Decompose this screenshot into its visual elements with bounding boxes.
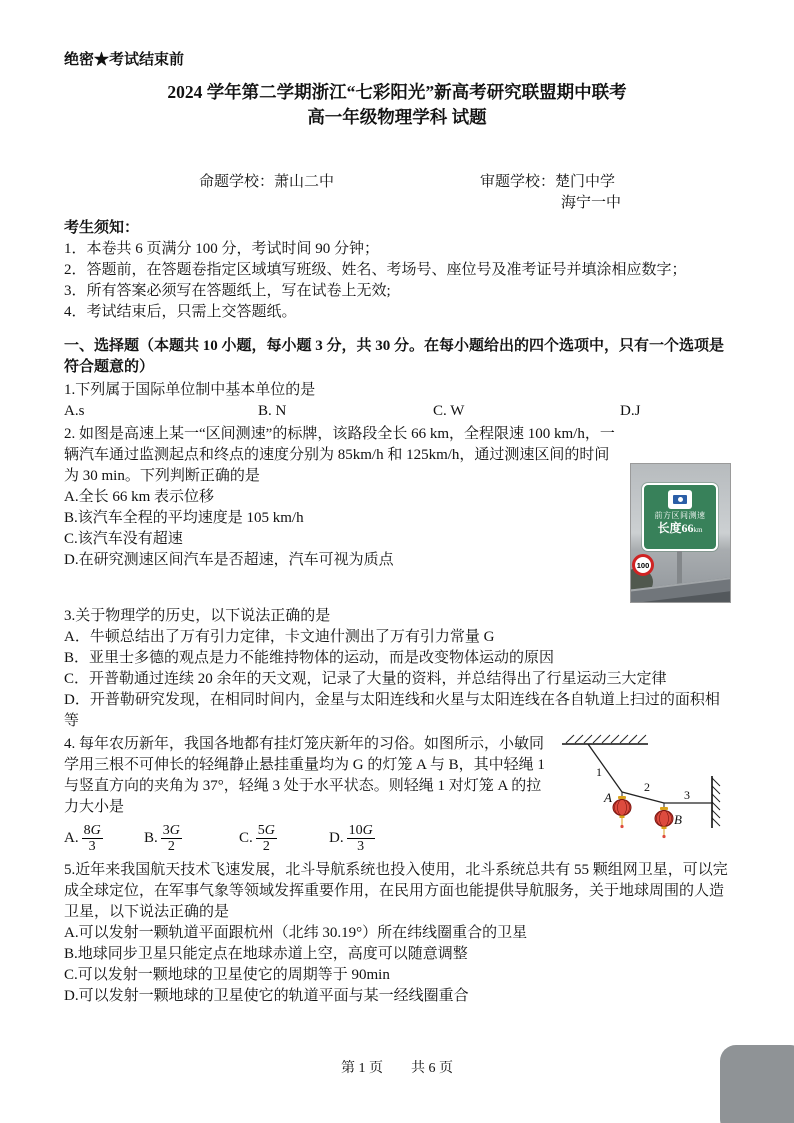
page-number-footer: 第 1 页 共 6 页 bbox=[341, 1061, 453, 1076]
sign-pole bbox=[677, 551, 682, 587]
question-3 bbox=[64, 606, 730, 732]
notice-item-1: 1．本卷共 6 页满分 100 分，考试时间 90 分钟； bbox=[64, 241, 380, 257]
section-1-heading: 一、选择题（本题共 10 小题，每小题 3 分，共 30 分。在每小题给出的四个选项中，只有一个选项是符合题意的） bbox=[64, 338, 725, 375]
exam-title-line1: 2024 学年第二学期浙江“七彩阳光”新高考研究联盟期中联考 bbox=[167, 82, 627, 102]
q2-option-a: A.全长 66 km 表示位移 bbox=[64, 489, 215, 505]
q4-option-a-fraction: $\frac{8G}{3}$ bbox=[83, 823, 101, 854]
speed-limit-value: 100 bbox=[636, 560, 650, 570]
corner-overlay bbox=[720, 1045, 794, 1123]
question-4 bbox=[64, 734, 730, 854]
lantern-a-label: A bbox=[604, 790, 612, 805]
q1-option-b: B. N bbox=[258, 403, 287, 419]
question-1-stem: 1.下列属于国际单位制中基本单位的是 bbox=[64, 382, 316, 398]
q3-option-a: A．牛顿总结出了万有引力定律，卡文迪什测出了万有引力常量 G bbox=[64, 629, 495, 645]
q4-option-a-label: A. bbox=[64, 830, 79, 846]
lantern-a-icon bbox=[613, 792, 631, 828]
q4-option-b-fraction: $\frac{3G}{2}$ bbox=[162, 823, 180, 854]
notice-item-4: 4．考试结束后，只需上交答题纸。 bbox=[64, 304, 297, 320]
school-row bbox=[64, 172, 730, 193]
q2-option-d: D.在研究测速区间汽车是否超速，汽车可视为质点 bbox=[64, 552, 394, 568]
q4-option-c-fraction: $\frac{5G}{2}$ bbox=[257, 823, 275, 854]
q3-option-d: D．开普勒研究发现，在相同时间内，金星与太阳连线和火星与太阳连线在各自轨道上扫过的面积相等 bbox=[64, 692, 720, 729]
lantern-b-label: B bbox=[674, 812, 682, 827]
proposer-school: 命题学校：萧山二中 bbox=[199, 174, 335, 190]
q3-option-c: C．开普勒通过连续 20 余年的天文观，记录了大量的资料，并总结得出了行星运动三大定律 bbox=[64, 671, 667, 687]
sign-length-unit: km bbox=[693, 526, 703, 534]
q4-option-b bbox=[144, 823, 239, 854]
sign-text-line2 bbox=[644, 521, 716, 537]
question-2-stem: 2. 如图是高速上某一“区间测速”的标牌，该路段全长 66 km，全程限速 100 km/h，一辆汽车通过监测起点和终点的速度分别为 85km/h 和 125km/h，通过测速区间的时间为 30 min。下列判断正确的是 bbox=[64, 426, 615, 484]
sign-length-value: 长度66 bbox=[657, 521, 694, 535]
question-3-stem: 3.关于物理学的历史，以下说法正确的是 bbox=[64, 608, 331, 624]
q4-option-d-label: D. bbox=[329, 830, 344, 846]
question-5 bbox=[64, 860, 730, 1007]
secrecy-notice: 绝密★考试结束前 bbox=[64, 52, 185, 68]
q5-option-d: D.可以发射一颗地球的卫星使它的轨道平面与某一经线圈重合 bbox=[64, 988, 469, 1004]
q4-option-b-label: B. bbox=[144, 830, 158, 846]
lantern-b-icon bbox=[655, 803, 673, 838]
question-4-options bbox=[64, 823, 554, 854]
notice-item-3: 3．所有答案必须写在答题纸上，写在试卷上无效; bbox=[64, 283, 391, 299]
question-4-lantern-diagram bbox=[562, 734, 730, 846]
page-content bbox=[64, 0, 730, 1007]
reviewer-school: 审题学校：楚门中学 bbox=[480, 174, 616, 190]
camera-icon bbox=[668, 490, 692, 509]
notice-title: 考生须知： bbox=[64, 220, 140, 236]
speed-limit-sign bbox=[632, 554, 654, 576]
interval-speed-check-sign bbox=[642, 483, 718, 551]
exam-title-line2: 高一年级物理学科 试题 bbox=[307, 107, 487, 127]
question-4-stem: 4. 每年农历新年，我国各地都有挂灯笼庆新年的习俗。如图所示，小敏同学用三根不可伸长的轻绳静止悬挂重量均为 G 的灯笼 A 与 B，其中轻绳 1 与竖直方向的夹角为 37°，轻绳 3 处于水平状态。则轻绳 1 对灯笼 A 的拉力大小是 bbox=[64, 736, 545, 815]
q4-option-a bbox=[64, 823, 144, 854]
q4-option-c-label: C. bbox=[239, 830, 253, 846]
rope-1-label: 1 bbox=[596, 765, 602, 779]
q3-option-b: B．亚里士多德的观点是力不能维持物体的运动，而是改变物体运动的原因 bbox=[64, 650, 555, 666]
question-1-options bbox=[64, 401, 730, 422]
q5-option-b: B.地球同步卫星只能定点在地球赤道上空，高度可以随意调整 bbox=[64, 946, 468, 962]
wall-hatch-icon bbox=[712, 778, 720, 826]
question-2-sign-photo bbox=[631, 464, 730, 602]
camera-lens-icon bbox=[678, 497, 683, 502]
q4-option-c bbox=[239, 823, 329, 854]
q1-option-d: D.J bbox=[620, 403, 641, 419]
q2-option-b: B.该汽车全程的平均速度是 105 km/h bbox=[64, 510, 304, 526]
notice-item-2: 2．答题前，在答题卷指定区域填写班级、姓名、考场号、座位号及准考证号并填涂相应数字； bbox=[64, 262, 687, 278]
q1-option-c: C. W bbox=[433, 403, 465, 419]
ceiling-hatch-icon bbox=[566, 735, 646, 743]
question-1 bbox=[64, 380, 730, 422]
q2-option-c: C.该汽车没有超速 bbox=[64, 531, 183, 547]
q5-option-c: C.可以发射一颗地球的卫星使它的周期等于 90min bbox=[64, 967, 390, 983]
q1-option-a: A.s bbox=[64, 403, 85, 419]
reviewer-school-2: 海宁一中 bbox=[561, 195, 622, 211]
sign-text-line1: 前方区间测速 bbox=[654, 511, 706, 520]
rope-1 bbox=[588, 744, 622, 792]
q4-option-d-fraction: $\frac{10G}{3}$ bbox=[348, 823, 373, 854]
rope-2-label: 2 bbox=[644, 780, 650, 794]
q4-option-d bbox=[329, 823, 375, 854]
rope-3-label: 3 bbox=[684, 788, 690, 802]
question-2 bbox=[64, 424, 730, 571]
q5-option-a: A.可以发射一颗轨道平面跟杭州（北纬 30.19°）所在纬线圈重合的卫星 bbox=[64, 925, 528, 941]
question-5-stem: 5.近年来我国航天技术飞速发展，北斗导航系统也投入使用，北斗系统总共有 55 颗组网卫星，可以完成全球定位，在军事气象等领域发挥重要作用，在民用方面也能提供导航服务，关于地球周围的人造卫星，以下说法正确的是 bbox=[64, 862, 728, 920]
